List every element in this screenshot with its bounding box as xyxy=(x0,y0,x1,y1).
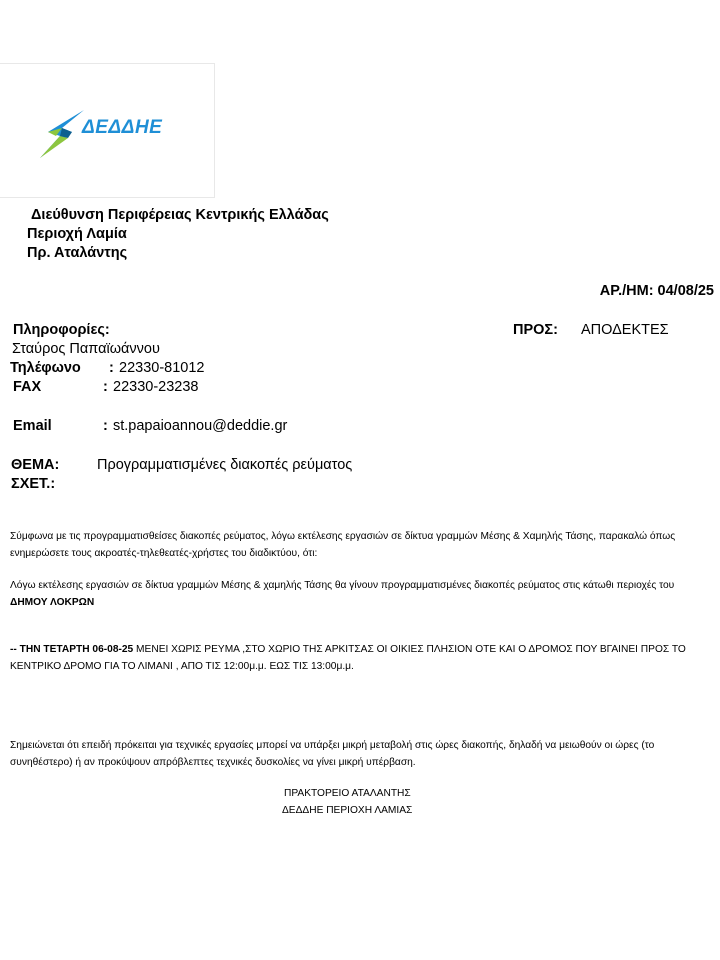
recipient-label: ΠΡΟΣ: xyxy=(513,322,558,338)
header-region: Περιοχή Λαμία xyxy=(27,226,127,242)
areas-text: Λόγω εκτέλεσης εργασιών σε δίκτυα γραμμών Μέσης & χαμηλής Τάσης θα γίνουν προγραμματισμένες διακοπές ρεύματος στις κάτωθι περιοχές του xyxy=(10,580,675,591)
email-value[interactable]: st.papaioannou@deddie.gr xyxy=(113,418,288,434)
body-note: Σημειώνεται ότι επειδή πρόκειται για τεχνικές εργασίες μπορεί να υπάρξει μικρή μεταβολή στις ώρες διακοπής, δηλαδή να μειωθούν οι ώρες (το συνηθέστερο) ή αν προκύψουν απρόβλεπτες τεχνικές δυσκολίες να γίνει μικρή υπέρβαση. xyxy=(10,740,655,768)
email-label: Email xyxy=(13,418,52,434)
info-label: Πληροφορίες: xyxy=(13,322,110,338)
phone-value: 22330-81012 xyxy=(119,360,205,376)
subject-label: ΘΕΜΑ: xyxy=(11,457,60,473)
header-office: Πρ. Αταλάντης xyxy=(27,245,128,261)
signature-office: ΠΡΑΚΤΟΡΕΙΟ ΑΤΑΛΑΝΤΗΣ xyxy=(284,788,411,799)
body-paragraph-intro: Σύμφωνα με τις προγραμματισθείσες διακοπές ρεύματος, λόγω εκτέλεσης εργασιών σε δίκτυα γραμμών Μέσης & Χαμηλής Τάσης, παρακαλώ όπως ενημερώσετε τους ακροατές-τηλεθεατές-χρήστες του διαδικτύου, ότι: xyxy=(10,531,676,559)
phone-separator: : xyxy=(109,360,114,376)
contact-name: Σταύρος Παπαϊωάννου xyxy=(12,341,160,357)
lightning-bolt-icon xyxy=(38,106,88,160)
municipality-name: ΔΗΜΟΥ ΛΟΚΡΩΝ xyxy=(10,597,95,608)
recipient-value: ΑΠΟΔΕΚΤΕΣ xyxy=(581,322,669,338)
signature-region: ΔΕΔΔΗΕ ΠΕΡΙΟΧΗ ΛΑΜΙΑΣ xyxy=(282,805,413,816)
fax-separator: : xyxy=(103,379,108,395)
reference-date: ΑΡ./ΗΜ: 04/08/25 xyxy=(599,283,714,299)
logo-box xyxy=(0,63,215,198)
related-label: ΣΧΕΤ.: xyxy=(11,476,56,492)
fax-value: 22330-23238 xyxy=(113,379,199,395)
company-logo-text: ΔΕΔΔΗΕ xyxy=(82,117,163,138)
outage-details: ΜΕΝΕΙ ΧΩΡΙΣ ΡΕΥΜΑ ,ΣΤΟ ΧΩΡΙΟ ΤΗΣ ΑΡΚΙΤΣΑΣ ΟΙ ΟΙΚΙΕΣ ΠΛΗΣΙΟΝ ΟΤΕ ΚΑΙ Ο ΔΡΟΜΟΣ ΠΟΥ ΒΓΑΙΝΕΙ ΠΡΟΣ ΤΟ ΚΕΝΤΡΙΚΟ ΔΡΟΜΟ ΓΙΑ ΤΟ ΛΙΜΑΝΙ , ΑΠΟ ΤΙΣ 12:00μ.μ. ΕΩΣ ΤΙΣ 13:00μ.μ. xyxy=(10,644,686,672)
fax-label: FAX xyxy=(13,379,42,395)
email-separator: : xyxy=(103,418,108,434)
outage-notice xyxy=(10,641,700,675)
header-directorate: Διεύθυνση Περιφέρειας Κεντρικής Ελλάδας xyxy=(31,207,329,223)
phone-label: Τηλέφωνο xyxy=(10,360,81,376)
body-paragraph-areas xyxy=(10,577,700,611)
outage-date: -- ΤΗΝ ΤΕΤΑΡΤΗ 06-08-25 xyxy=(10,644,134,655)
subject-value: Προγραμματισμένες διακοπές ρεύματος xyxy=(97,457,353,473)
